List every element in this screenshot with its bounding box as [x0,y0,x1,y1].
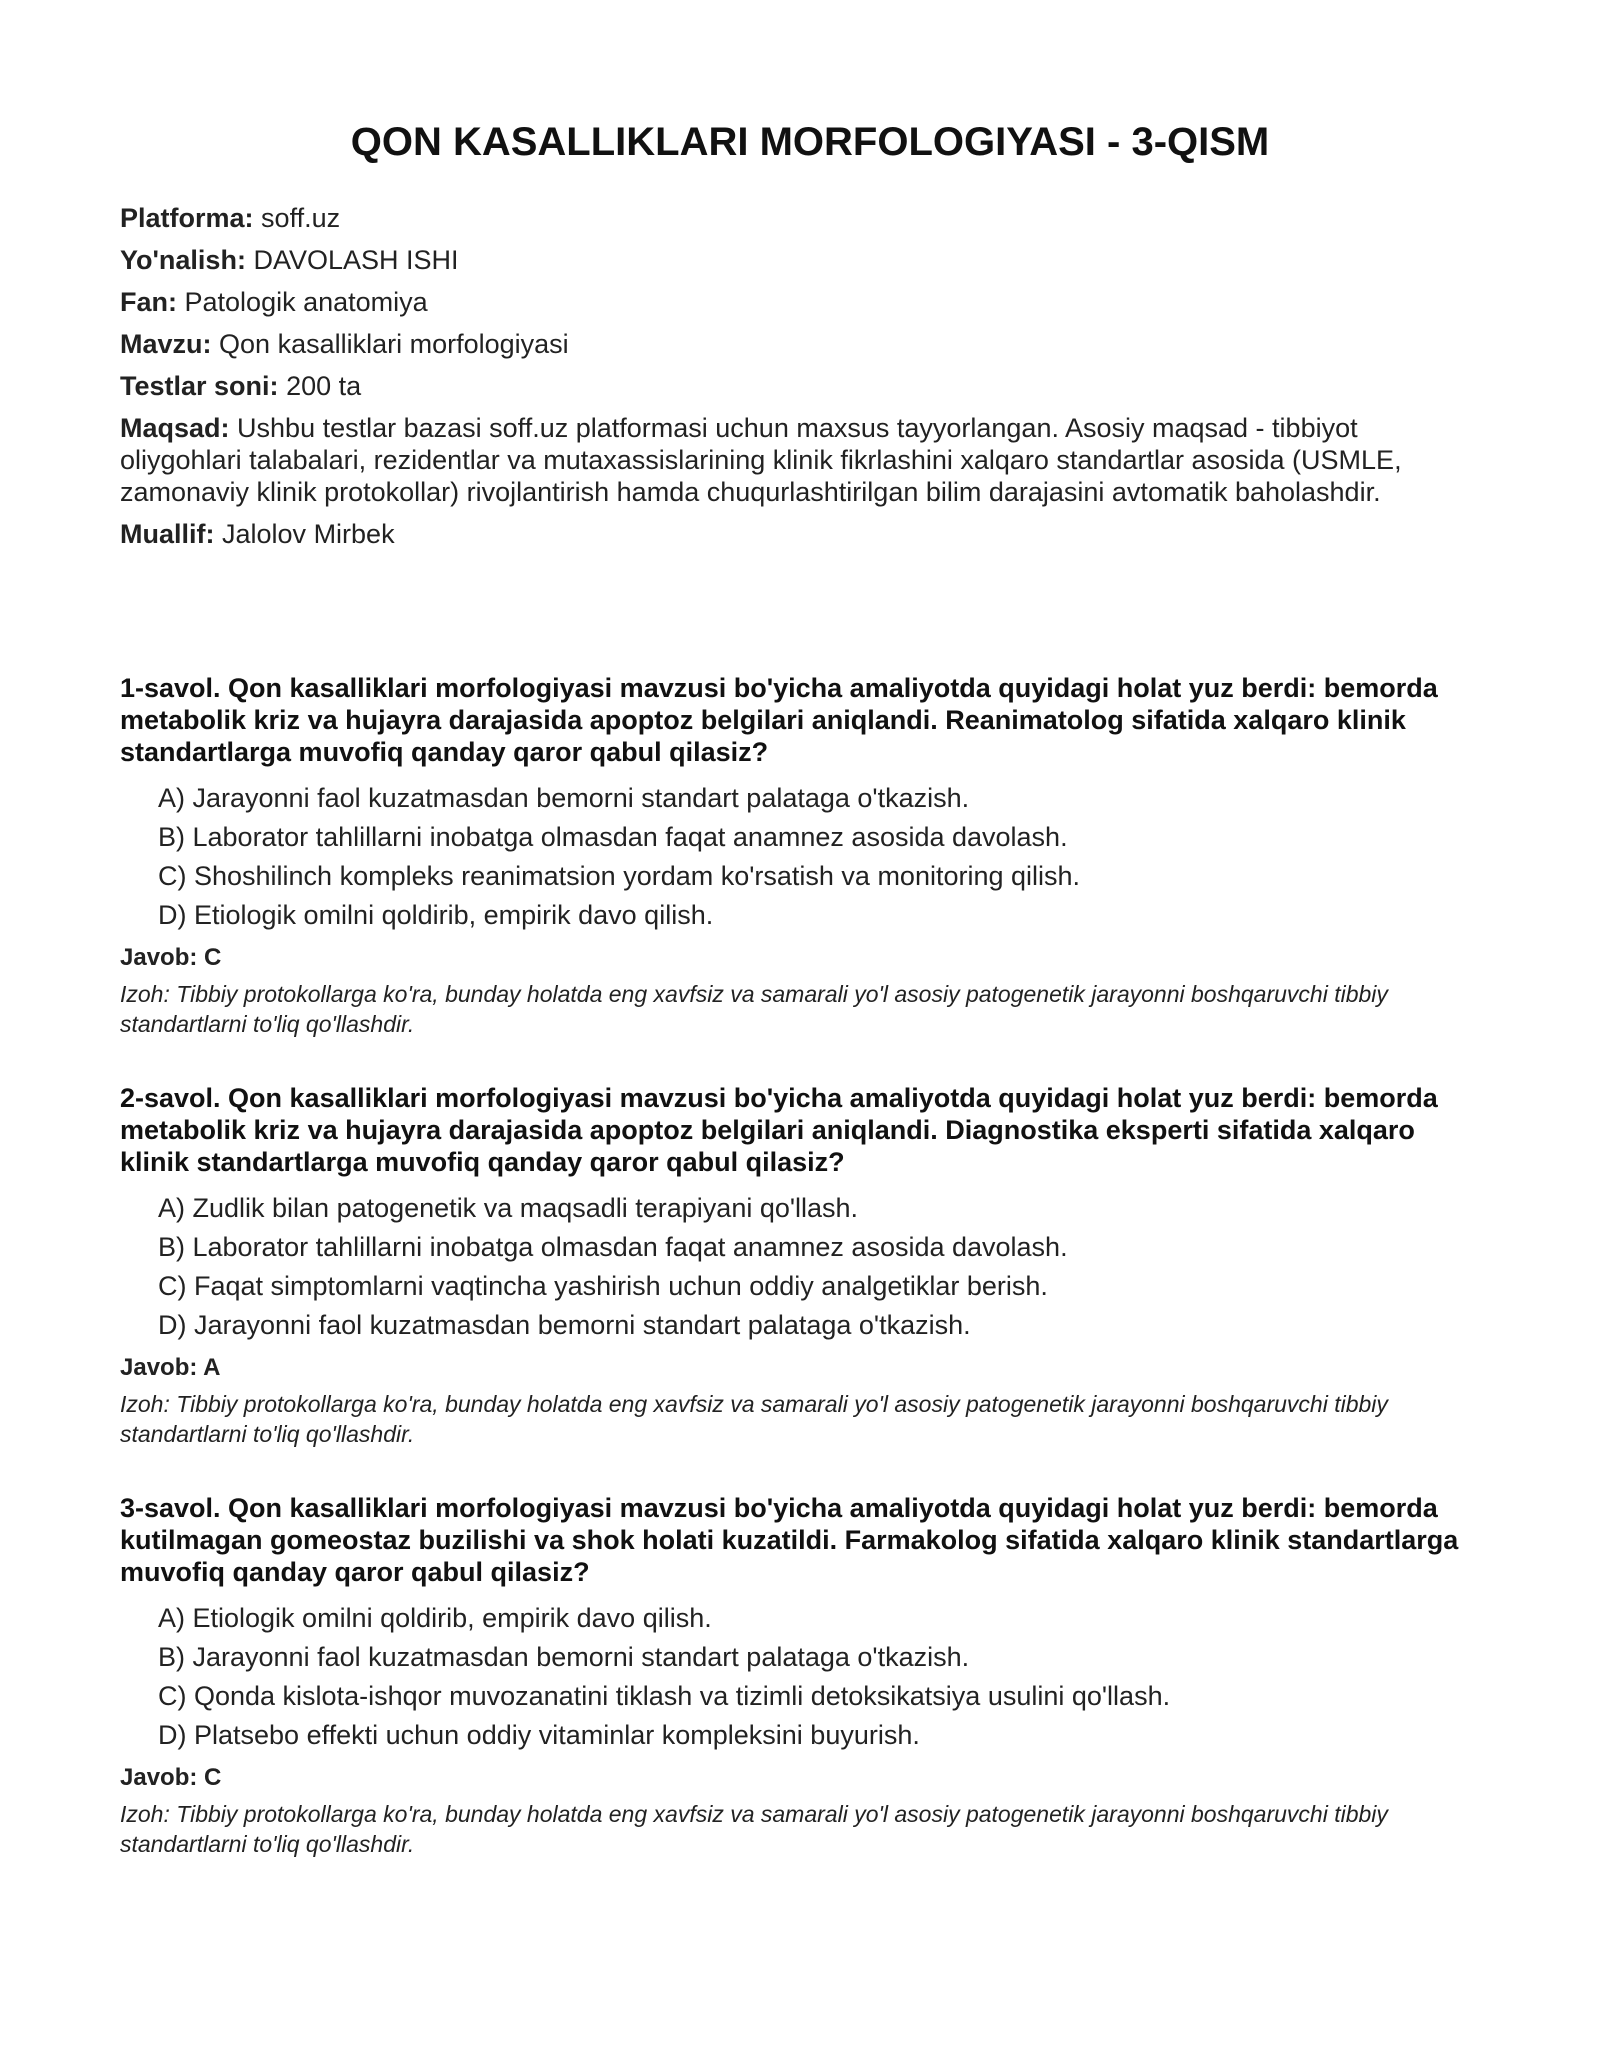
question-item [120,1082,1460,1492]
meta-label: Mavzu: [120,329,212,359]
option-a: A) Jarayonni faol kuzatmasdan bemorni standart palataga o'tkazish. [158,783,970,813]
answer-label: Javob: C [120,1764,222,1791]
question-item [120,1492,1460,1902]
option-c: C) Faqat simptomlarni vaqtincha yashirish uchun oddiy analgetiklar berish. [158,1271,1048,1301]
option-d: D) Jarayonni faol kuzatmasdan bemorni standart palataga o'tkazish. [158,1310,971,1340]
metadata-block [120,202,1460,560]
explanation-text: Izoh: Tibbiy protokollarga ko'ra, bunday holatda eng xavfsiz va samarali yo'l asosiy patogenetik jarayonni boshqaruvchi tibbiy standartlarni to'liq qo'llashdir. [120,1801,1388,1857]
meta-value: Patologik anatomiya [184,287,428,317]
meta-label: Yo'nalish: [120,245,246,275]
meta-value: soff.uz [261,203,341,233]
option-d: D) Etiologik omilni qoldirib, empirik davo qilish. [158,900,714,930]
option-list [120,1192,1460,1341]
meta-label: Muallif: [120,519,215,549]
option-c: C) Shoshilinch kompleks reanimatsion yordam ko'rsatish va monitoring qilish. [158,861,1081,891]
document-title: QON KASALLIKLARI MORFOLOGIYASI - 3-QISM [350,120,1270,164]
meta-value: 200 ta [286,371,362,401]
question-item [120,672,1460,1082]
question-text: 1-savol. Qon kasalliklari morfologiyasi mavzusi bo'yicha amaliyotda quyidagi holat yuz berdi: bemorda metabolik kriz va hujayra darajasida apoptoz belgilari aniqlandi. Reanimatolog sifatida xalqaro klinik standartlarga muvofiq qanday qaror qabul qilasiz? [120,673,1438,767]
meta-direction [120,244,1460,276]
option-c: C) Qonda kislota-ishqor muvozanatini tiklash va tizimli detoksikatsiya usulini qo'llash. [158,1681,1171,1711]
option-b: B) Laborator tahlillarni inobatga olmasdan faqat anamnez asosida davolash. [158,1232,1068,1262]
option-b: B) Jarayonni faol kuzatmasdan bemorni standart palataga o'tkazish. [158,1642,970,1672]
meta-value: Qon kasalliklari morfologiyasi [219,329,569,359]
meta-label: Maqsad: [120,413,230,443]
meta-label: Testlar soni: [120,371,279,401]
meta-value: DAVOLASH ISHI [253,245,459,275]
option-a: A) Zudlik bilan patogenetik va maqsadli terapiyani qo'llash. [158,1193,859,1223]
meta-topic [120,328,1460,360]
meta-test-count [120,370,1460,402]
question-text: 3-savol. Qon kasalliklari morfologiyasi mavzusi bo'yicha amaliyotda quyidagi holat yuz berdi: bemorda kutilmagan gomeostaz buzilishi va shok holati kuzatildi. Farmakolog sifatida xalqaro klinik standartlarga muvofiq qanday qaror qabul qilasiz? [120,1493,1459,1587]
question-text: 2-savol. Qon kasalliklari morfologiyasi mavzusi bo'yicha amaliyotda quyidagi holat yuz berdi: bemorda metabolik kriz va hujayra darajasida apoptoz belgilari aniqlandi. Diagnostika eksperti sifatida xalqaro klinik standartlarga muvofiq qanday qaror qabul qilasiz? [120,1083,1438,1177]
option-list [120,782,1460,931]
explanation-text: Izoh: Tibbiy protokollarga ko'ra, bunday holatda eng xavfsiz va samarali yo'l asosiy patogenetik jarayonni boshqaruvchi tibbiy standartlarni to'liq qo'llashdir. [120,1391,1388,1447]
option-list [120,1602,1460,1751]
explanation-text: Izoh: Tibbiy protokollarga ko'ra, bunday holatda eng xavfsiz va samarali yo'l asosiy patogenetik jarayonni boshqaruvchi tibbiy standartlarni to'liq qo'llashdir. [120,981,1388,1037]
question-list [120,672,1460,1902]
answer-label: Javob: C [120,944,222,971]
answer-label: Javob: A [120,1354,221,1381]
meta-label: Platforma: [120,203,254,233]
option-a: A) Etiologik omilni qoldirib, empirik davo qilish. [158,1603,712,1633]
meta-subject [120,286,1460,318]
meta-value: Jalolov Mirbek [222,519,395,549]
meta-author [120,518,1460,550]
meta-platform [120,202,1460,234]
option-b: B) Laborator tahlillarni inobatga olmasdan faqat anamnez asosida davolash. [158,822,1068,852]
meta-value: Ushbu testlar bazasi soff.uz platformasi uchun maxsus tayyorlangan. Asosiy maqsad - tibbiyot oliygohlari talabalari, rezidentlar va mutaxassislarining klinik fikrlashini xalqaro standartlar asosida (USMLE, zamonaviy klinik protokollar) rivojlantirish hamda chuqurlashtirilgan bilim darajasini avtomatik baholashdir. [120,413,1402,507]
option-d: D) Platsebo effekti uchun oddiy vitaminlar kompleksini buyurish. [158,1720,920,1750]
meta-label: Fan: [120,287,177,317]
meta-purpose [120,412,1460,508]
